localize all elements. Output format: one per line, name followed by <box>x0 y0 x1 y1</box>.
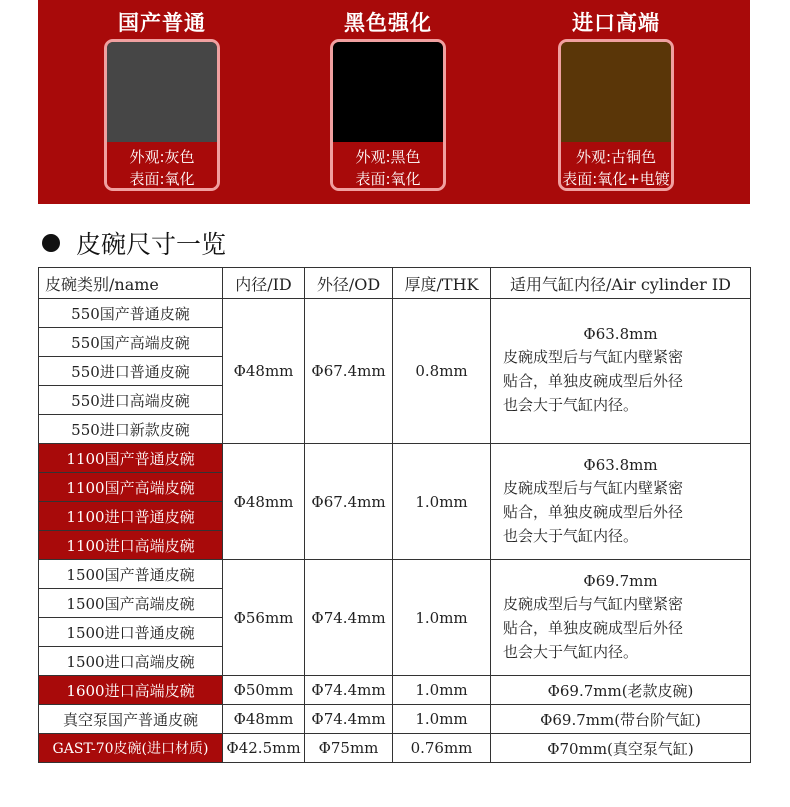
product-name-cell: 550进口普通皮碗 <box>39 357 223 386</box>
surface-text: 表面:氧化+电镀 <box>562 170 670 188</box>
product-name-cell: 真空泵国产普通皮碗 <box>39 705 223 734</box>
product-name-cell: 550进口新款皮碗 <box>39 415 223 444</box>
header-thk: 厚度/THK <box>393 268 491 299</box>
thickness-cell: 1.0mm <box>393 560 491 676</box>
product-name-cell: 1100国产高端皮碗 <box>39 473 223 502</box>
fit-note-line: 也会大于气缸内径。 <box>503 526 639 545</box>
cylinder-id-value: Φ63.8mm <box>583 325 658 343</box>
thickness-cell: 0.8mm <box>393 299 491 444</box>
color-swatch <box>107 42 217 142</box>
inner-diameter-cell: Φ48mm <box>223 705 305 734</box>
inner-diameter-cell: Φ42.5mm <box>223 734 305 763</box>
swatch-frame <box>558 39 674 191</box>
swatch-title: 国产普通 <box>118 11 206 35</box>
appearance-text: 外观:黑色 <box>355 148 421 166</box>
swatch-info <box>333 142 443 188</box>
swatch-card-imported <box>536 0 696 204</box>
table-body <box>39 299 751 763</box>
table-header-row <box>39 268 751 299</box>
swatch-title: 黑色强化 <box>344 11 432 35</box>
bullet-icon <box>42 234 60 252</box>
cylinder-id-value: Φ69.7mm <box>583 571 658 590</box>
outer-diameter-cell: Φ74.4mm <box>305 676 393 705</box>
fit-note-line: 皮碗成型后与气缸内壁紧密 <box>503 478 684 497</box>
color-swatch <box>333 42 443 142</box>
fit-note <box>491 476 750 548</box>
outer-diameter-cell: Φ67.4mm <box>305 444 393 560</box>
table-row <box>39 705 751 734</box>
swatch-frame <box>330 39 446 191</box>
product-name-cell: 1500进口高端皮碗 <box>39 647 223 676</box>
outer-diameter-cell: Φ75mm <box>305 734 393 763</box>
swatch-frame <box>104 39 220 191</box>
cylinder-id-value: Φ63.8mm <box>583 455 658 474</box>
thickness-cell: 1.0mm <box>393 444 491 560</box>
header-id: 内径/ID <box>223 268 305 299</box>
swatch-title: 进口高端 <box>572 11 660 35</box>
material-banner <box>38 0 750 204</box>
product-name-cell: 1100进口高端皮碗 <box>39 531 223 560</box>
color-swatch <box>561 42 671 142</box>
thickness-cell: 1.0mm <box>393 705 491 734</box>
cylinder-fit-cell: Φ69.7mm(老款皮碗) <box>491 676 751 705</box>
outer-diameter-cell: Φ67.4mm <box>305 299 393 444</box>
inner-diameter-cell: Φ48mm <box>223 444 305 560</box>
product-name-cell: GAST-70皮碗(进口材质) <box>39 734 223 763</box>
swatch-card-domestic <box>82 0 242 204</box>
thickness-cell: 1.0mm <box>393 676 491 705</box>
appearance-text: 外观:古铜色 <box>575 148 657 166</box>
fit-note-line: 贴合，单独皮碗成型后外径 <box>503 618 684 637</box>
fit-note-line: 皮碗成型后与气缸内壁紧密 <box>503 348 684 366</box>
outer-diameter-cell: Φ74.4mm <box>305 705 393 734</box>
inner-diameter-cell: Φ56mm <box>223 560 305 676</box>
product-name-cell: 1100国产普通皮碗 <box>39 444 223 473</box>
swatch-info <box>561 142 671 188</box>
table-row <box>39 299 751 328</box>
surface-text: 表面:氧化 <box>129 170 195 188</box>
section-title: 皮碗尺寸一览 <box>76 230 227 259</box>
fit-note-line: 也会大于气缸内径。 <box>503 396 639 414</box>
header-od: 外径/OD <box>305 268 393 299</box>
swatch-card-black <box>308 0 468 204</box>
fit-note <box>491 345 750 417</box>
fit-note-line: 也会大于气缸内径。 <box>503 642 639 661</box>
fit-note <box>491 592 750 664</box>
surface-text: 表面:氧化 <box>355 170 421 188</box>
appearance-text: 外观:灰色 <box>129 148 195 166</box>
table-row <box>39 560 751 589</box>
table-row <box>39 734 751 763</box>
header-fit: 适用气缸内径/Air cylinder ID <box>491 268 751 299</box>
cylinder-fit-cell <box>491 444 751 560</box>
size-table <box>38 267 751 763</box>
table-row <box>39 676 751 705</box>
product-name-cell: 550国产高端皮碗 <box>39 328 223 357</box>
cylinder-fit-cell: Φ70mm(真空泵气缸) <box>491 734 751 763</box>
product-name-cell: 1100进口普通皮碗 <box>39 502 223 531</box>
product-name-cell: 1600进口高端皮碗 <box>39 676 223 705</box>
product-name-cell: 1500国产普通皮碗 <box>39 560 223 589</box>
inner-diameter-cell: Φ48mm <box>223 299 305 444</box>
product-name-cell: 1500进口普通皮碗 <box>39 618 223 647</box>
cylinder-fit-cell <box>491 560 751 676</box>
outer-diameter-cell: Φ74.4mm <box>305 560 393 676</box>
thickness-cell: 0.76mm <box>393 734 491 763</box>
product-name-cell: 1500国产高端皮碗 <box>39 589 223 618</box>
header-name: 皮碗类别/name <box>39 268 223 299</box>
inner-diameter-cell: Φ50mm <box>223 676 305 705</box>
product-name-cell: 550进口高端皮碗 <box>39 386 223 415</box>
section-heading <box>42 226 226 260</box>
table-row <box>39 444 751 473</box>
cylinder-fit-cell <box>491 299 751 444</box>
fit-note-line: 皮碗成型后与气缸内壁紧密 <box>503 594 684 613</box>
fit-note-line: 贴合，单独皮碗成型后外径 <box>503 372 684 390</box>
product-name-cell: 550国产普通皮碗 <box>39 299 223 328</box>
cylinder-fit-cell: Φ69.7mm(带台阶气缸) <box>491 705 751 734</box>
swatch-info <box>107 142 217 188</box>
fit-note-line: 贴合，单独皮碗成型后外径 <box>503 502 684 521</box>
